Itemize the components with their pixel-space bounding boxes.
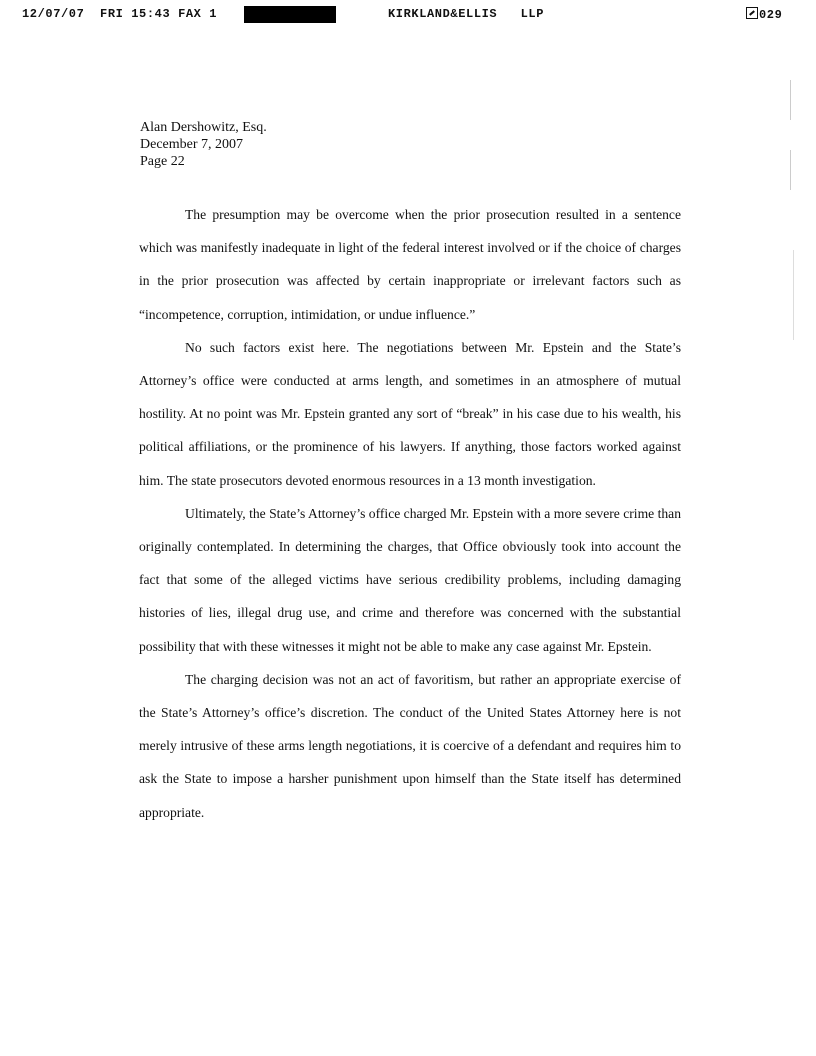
paragraph-no-factors: No such factors exist here. The negotiations between Mr. Epstein and the State’s Attorney’s office were conducted at arms length, and sometimes in an atmosphere of mutual hostility. At no point was Mr. Epstein granted any sort of “break” in his case due to his wealth, his political affiliations, or the prominence of his lawyers. If anything, those factors worked against him. The state prosecutors devoted enormous resources in a 13 month investigation.: [139, 339, 681, 488]
fax-day-time: FRI 15:43: [100, 7, 171, 21]
recipient-name: Alan Dershowitz, Esq.: [140, 120, 267, 135]
letter-heading: [140, 119, 267, 170]
fax-header: [0, 6, 816, 26]
fax-page-icon: [746, 7, 758, 19]
redaction-bar: [244, 6, 336, 23]
fax-date: 12/07/07: [22, 7, 85, 21]
paragraph-charges: Ultimately, the State’s Attorney’s office charged Mr. Epstein with a more severe crime than originally contemplated. In determining the charges, that Office obviously took into account the fact that some of the alleged victims have serious credibility problems, including damaging histories of lies, illegal drug use, and crime and therefore was concerned with the substantial possibility that with these witnesses it might not be able to make any case against Mr. Epstein.: [139, 505, 681, 654]
paragraph-charging-decision: The charging decision was not an act of favoritism, but rather an appropriate exercise of the State’s Attorney’s office’s discretion. The conduct of the United States Attorney here is not merely intrusive of these arms length negotiations, it is coercive of a defendant and requires him to ask the State to impose a harsher punishment upon himself than the State itself has determined appropriate.: [139, 671, 681, 820]
fax-page-number: [746, 7, 782, 22]
letter-page-number: Page 22: [140, 154, 185, 169]
fax-firm-name: KIRKLAND&ELLIS LLP: [388, 7, 545, 21]
fax-page-value: 029: [759, 8, 783, 22]
fax-date-time: [22, 7, 217, 21]
letter-body: [139, 198, 681, 829]
scan-artifact: [790, 80, 791, 120]
letter-date: December 7, 2007: [140, 137, 244, 152]
paragraph-presumption: The presumption may be overcome when the prior prosecution resulted in a sentence which was manifestly inadequate in light of the federal interest involved or if the choice of charges in the prior prosecution was affected by certain inappropriate or irrelevant factors such as “incompetence, corruption, intimidation, or undue influence.”: [139, 207, 681, 322]
scan-artifact: [793, 250, 794, 340]
fax-label: FAX 1: [178, 7, 218, 21]
scan-artifact: [790, 150, 791, 190]
